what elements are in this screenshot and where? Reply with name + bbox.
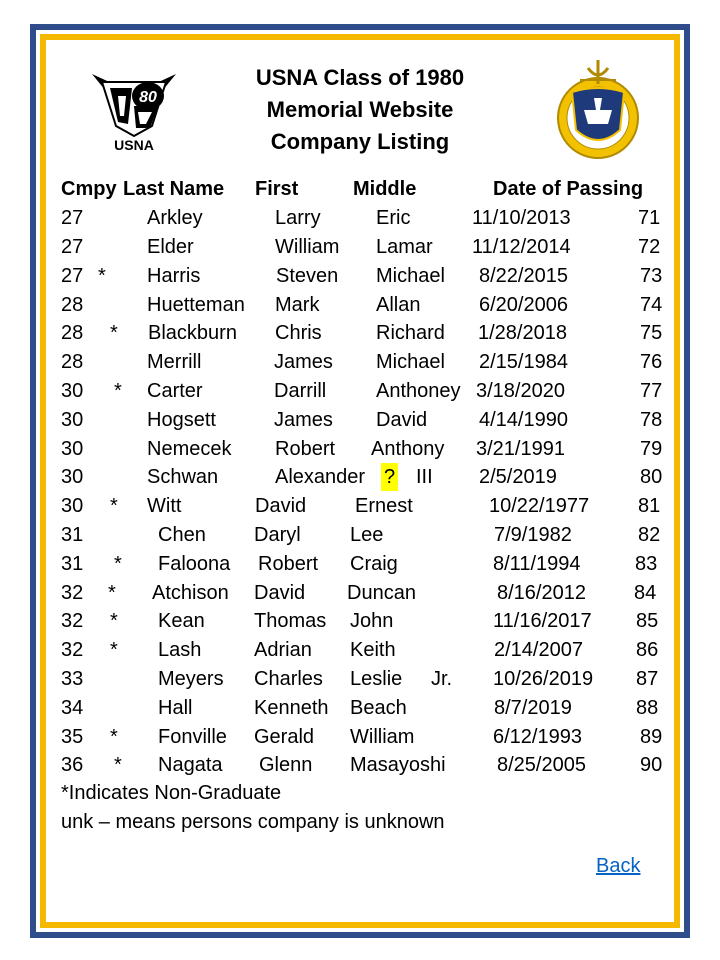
cell-first-name: Gerald bbox=[254, 726, 315, 748]
header-last-name: Last Name bbox=[123, 178, 225, 200]
title-line-1: USNA Class of 1980 bbox=[255, 65, 465, 90]
cell-last-name: Nagata bbox=[158, 754, 223, 776]
cell-middle-name: Ernest bbox=[355, 495, 413, 517]
cell-number: 84 bbox=[634, 582, 657, 604]
cell-middle-name: John bbox=[350, 610, 394, 632]
cell-middle-name: Richard bbox=[376, 322, 445, 344]
cell-first-name: James bbox=[274, 351, 333, 373]
cell-number: 89 bbox=[640, 726, 663, 748]
cell-date: 7/9/1982 bbox=[494, 524, 572, 546]
back-link[interactable]: Back bbox=[596, 855, 641, 877]
cell-nongrad-mark: * bbox=[114, 754, 122, 776]
cell-last-name: Lash bbox=[158, 639, 202, 661]
cell-date: 10/22/1977 bbox=[489, 495, 590, 517]
cell-date: 3/21/1991 bbox=[476, 438, 565, 460]
crest-caption-text: USNA bbox=[114, 137, 154, 152]
cell-last-name: Blackburn bbox=[148, 322, 237, 344]
cell-cmpy: 28 bbox=[61, 322, 84, 344]
cell-nongrad-mark: * bbox=[110, 495, 118, 517]
cell-middle-name: Michael bbox=[376, 265, 445, 287]
title-line-3: Company Listing bbox=[270, 129, 450, 154]
table-row bbox=[0, 694, 720, 722]
table-row bbox=[0, 377, 720, 405]
cell-cmpy: 27 bbox=[61, 207, 84, 229]
cell-middle-name: Craig bbox=[350, 553, 398, 575]
cell-number: 78 bbox=[640, 409, 663, 431]
cell-number: 72 bbox=[638, 236, 661, 258]
cell-nongrad-mark: * bbox=[114, 553, 122, 575]
cell-first-name: Robert bbox=[258, 553, 319, 575]
non-graduate-note: *Indicates Non-Graduate bbox=[61, 782, 282, 804]
cell-first-name: Chris bbox=[275, 322, 322, 344]
cell-first-name: William bbox=[275, 236, 340, 258]
cell-date: 8/7/2019 bbox=[494, 697, 572, 719]
cell-number: 79 bbox=[640, 438, 663, 460]
header-date-of-passing: Date of Passing bbox=[493, 178, 644, 200]
table-row bbox=[0, 233, 720, 261]
cell-middle-name: Leslie bbox=[350, 668, 403, 690]
cell-date: 2/15/1984 bbox=[479, 351, 568, 373]
table-row bbox=[0, 521, 720, 549]
cell-last-name: Harris bbox=[147, 265, 201, 287]
cell-nongrad-mark: * bbox=[110, 610, 118, 632]
table-row bbox=[0, 607, 720, 635]
cell-date: 1/28/2018 bbox=[478, 322, 567, 344]
cell-nongrad-mark: * bbox=[108, 582, 116, 604]
cell-middle-name: Anthony bbox=[371, 438, 445, 460]
cell-middle-name: Masayoshi bbox=[350, 754, 446, 776]
cell-cmpy: 27 bbox=[61, 265, 84, 287]
table-row bbox=[0, 262, 720, 290]
table-header-row bbox=[0, 175, 720, 203]
cell-cmpy: 34 bbox=[61, 697, 84, 719]
cell-nongrad-mark: * bbox=[98, 265, 106, 287]
cell-first-name: Larry bbox=[275, 207, 321, 229]
cell-nongrad-mark: * bbox=[110, 322, 118, 344]
cell-date: 10/26/2019 bbox=[493, 668, 594, 690]
table-row bbox=[0, 204, 720, 232]
cell-last-name: Hall bbox=[158, 697, 193, 719]
cell-middle-name: William bbox=[350, 726, 415, 748]
cell-number: 77 bbox=[640, 380, 663, 402]
cell-first-name: David bbox=[255, 495, 307, 517]
cell-cmpy: 33 bbox=[61, 668, 84, 690]
cell-date: 6/20/2006 bbox=[479, 294, 568, 316]
cell-middle-name: David bbox=[376, 409, 428, 431]
cell-date: 8/11/1994 bbox=[493, 553, 581, 575]
cell-number: 74 bbox=[640, 294, 663, 316]
cell-last-name: Chen bbox=[158, 524, 206, 546]
title-line-2: Memorial Website bbox=[266, 97, 454, 122]
cell-middle-name: Duncan bbox=[347, 582, 416, 604]
cell-middle-name: Keith bbox=[350, 639, 396, 661]
cell-number: 76 bbox=[640, 351, 663, 373]
cell-first-name: Daryl bbox=[254, 524, 301, 546]
cell-cmpy: 31 bbox=[61, 553, 84, 575]
cell-number: 87 bbox=[636, 668, 659, 690]
table-row bbox=[0, 550, 720, 578]
cell-last-name: Elder bbox=[147, 236, 194, 258]
cell-middle-name: Michael bbox=[376, 351, 445, 373]
cell-first-name: Adrian bbox=[254, 639, 312, 661]
cell-number: 90 bbox=[640, 754, 663, 776]
cell-nongrad-mark: * bbox=[110, 726, 118, 748]
cell-number: 82 bbox=[638, 524, 661, 546]
cell-middle-name: Anthoney bbox=[376, 380, 461, 402]
cell-first-name: Charles bbox=[254, 668, 323, 690]
cell-name-suffix: Jr. bbox=[431, 668, 453, 690]
table-row bbox=[0, 636, 720, 664]
cell-middle-name: Eric bbox=[376, 207, 411, 229]
cell-cmpy: 30 bbox=[61, 495, 84, 517]
cell-last-name: Kean bbox=[158, 610, 205, 632]
header-cmpy: Cmpy bbox=[61, 178, 117, 200]
cell-cmpy: 31 bbox=[61, 524, 84, 546]
cell-cmpy: 35 bbox=[61, 726, 84, 748]
cell-first-name: James bbox=[274, 409, 333, 431]
cell-last-name: Merrill bbox=[147, 351, 202, 373]
cell-date: 6/12/1993 bbox=[493, 726, 582, 748]
naval-academy-seal-logo bbox=[550, 58, 646, 162]
cell-last-name: Huetteman bbox=[147, 294, 245, 316]
cell-cmpy: 28 bbox=[61, 351, 84, 373]
cell-middle-name: Allan bbox=[376, 294, 421, 316]
table-row bbox=[0, 348, 720, 376]
cell-number: 71 bbox=[638, 207, 661, 229]
cell-middle-name: Lamar bbox=[376, 236, 433, 258]
cell-first-name: Thomas bbox=[254, 610, 327, 632]
cell-last-name: Fonville bbox=[158, 726, 227, 748]
cell-date: 8/16/2012 bbox=[497, 582, 586, 604]
header-middle: Middle bbox=[353, 178, 417, 200]
crest-year-text: 80 bbox=[139, 89, 157, 106]
cell-cmpy: 28 bbox=[61, 294, 84, 316]
cell-number: 73 bbox=[640, 265, 663, 287]
cell-number: 85 bbox=[636, 610, 659, 632]
cell-date: 4/14/1990 bbox=[479, 409, 568, 431]
table-row bbox=[0, 665, 720, 693]
cell-last-name: Arkley bbox=[147, 207, 203, 229]
cell-nongrad-mark: * bbox=[110, 639, 118, 661]
page-title bbox=[230, 62, 490, 158]
table-row bbox=[0, 435, 720, 463]
cell-first-name: David bbox=[254, 582, 306, 604]
cell-first-name: Alexander bbox=[275, 466, 366, 488]
cell-last-name: Hogsett bbox=[147, 409, 216, 431]
cell-first-name: Robert bbox=[275, 438, 336, 460]
cell-middle-name: Beach bbox=[350, 697, 407, 719]
table-row bbox=[0, 579, 720, 607]
cell-last-name: Carter bbox=[147, 380, 203, 402]
cell-date: 3/18/2020 bbox=[476, 380, 565, 402]
cell-first-name: Darrill bbox=[274, 380, 327, 402]
cell-cmpy: 32 bbox=[61, 610, 84, 632]
cell-cmpy: 30 bbox=[61, 438, 84, 460]
cell-number: 83 bbox=[635, 553, 658, 575]
class-crest-logo bbox=[88, 66, 180, 152]
cell-date: 2/14/2007 bbox=[494, 639, 583, 661]
cell-number: 80 bbox=[640, 466, 663, 488]
cell-middle-name-unknown: ? bbox=[381, 463, 398, 491]
cell-last-name: Meyers bbox=[158, 668, 224, 690]
cell-last-name: Faloona bbox=[158, 553, 231, 575]
cell-last-name: Witt bbox=[147, 495, 182, 517]
cell-cmpy: 32 bbox=[61, 582, 84, 604]
header-first: First bbox=[255, 178, 299, 200]
cell-first-name: Kenneth bbox=[254, 697, 329, 719]
cell-date: 8/25/2005 bbox=[497, 754, 586, 776]
table-row bbox=[0, 319, 720, 347]
cell-cmpy: 30 bbox=[61, 409, 84, 431]
table-row bbox=[0, 492, 720, 520]
cell-number: 75 bbox=[640, 322, 663, 344]
table-row bbox=[0, 751, 720, 779]
cell-cmpy: 36 bbox=[61, 754, 84, 776]
cell-number: 88 bbox=[636, 697, 659, 719]
cell-date: 11/16/2017 bbox=[493, 610, 592, 632]
cell-date: 2/5/2019 bbox=[479, 466, 557, 488]
cell-cmpy: 27 bbox=[61, 236, 84, 258]
cell-nongrad-mark: * bbox=[114, 380, 122, 402]
cell-number: 81 bbox=[638, 495, 661, 517]
cell-first-name: Mark bbox=[275, 294, 320, 316]
cell-date: 11/12/2014 bbox=[472, 236, 571, 258]
cell-last-name: Schwan bbox=[147, 466, 219, 488]
cell-first-name: Glenn bbox=[259, 754, 313, 776]
cell-first-name: Steven bbox=[276, 265, 339, 287]
cell-cmpy: 30 bbox=[61, 380, 84, 402]
cell-middle-name: Lee bbox=[350, 524, 384, 546]
unknown-company-note: unk – means persons company is unknown bbox=[61, 811, 445, 833]
table-row bbox=[0, 723, 720, 751]
cell-cmpy: 32 bbox=[61, 639, 84, 661]
cell-name-suffix: III bbox=[416, 466, 433, 488]
table-row bbox=[0, 463, 720, 491]
table-row bbox=[0, 406, 720, 434]
cell-date: 11/10/2013 bbox=[472, 207, 571, 229]
cell-date: 8/22/2015 bbox=[479, 265, 568, 287]
cell-last-name: Nemecek bbox=[147, 438, 232, 460]
table-row bbox=[0, 291, 720, 319]
cell-cmpy: 30 bbox=[61, 466, 84, 488]
cell-number: 86 bbox=[636, 639, 659, 661]
cell-last-name: Atchison bbox=[152, 582, 229, 604]
